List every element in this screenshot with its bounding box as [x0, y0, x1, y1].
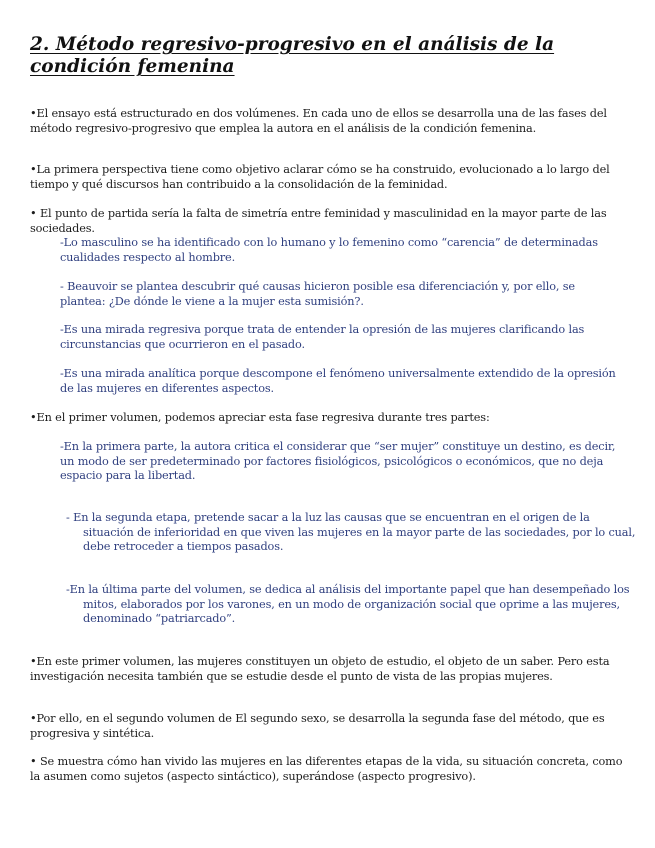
- subpoint-regressive: -Es una mirada regresiva porque trata de entender la opresión de las mujeres clarificando las circunstancias que ocurrieron en el pasado.: [60, 323, 585, 351]
- subpoint-second-stage: - En la segunda etapa, pretende sacar a la luz las causas que se encuentran en el origen de la situación de inferioridad en que viven las mujeres en la mayor parte de las sociedades, por lo cual, debe retroceder a tiempos pasados.: [66, 511, 636, 554]
- paragraph-object-of-study: •En este primer volumen, las mujeres constituyen un objeto de estudio, el objeto de un saber. Pero esta investigación necesita también que se estudie desde el punto de vista de las propias mujeres.: [30, 655, 610, 683]
- subpoint-last-part: -En la última parte del volumen, se dedica al análisis del importante papel que han desempeñado los mitos, elaborados por los varones, en un modo de organización social que oprime a las mujeres, denominado “patriarcado”.: [66, 583, 630, 626]
- paragraph-life-stages: • Se muestra cómo han vivido las mujeres en las diferentes etapas de la vida, su situación concreta, como la asumen como sujetos (aspecto sintáctico), superándose (aspecto progresivo).: [30, 755, 623, 783]
- paragraph-structure: •El ensayo está estructurado en dos volúmenes. En cada uno de ellos se desarrolla una de las fases del método regresivo-progresivo que emplea la autora en el análisis de la condición femenina.: [30, 107, 607, 135]
- paragraph-starting-point: • El punto de partida sería la falta de simetría entre feminidad y masculinidad en la mayor parte de las sociedades.: [30, 207, 607, 235]
- subpoint-masculine: -Lo masculino se ha identificado con lo humano y lo femenino como “carencia” de determinadas cualidades respecto al hombre.: [60, 236, 598, 264]
- paragraph-second-volume: •Por ello, en el segundo volumen de El segundo sexo, se desarrolla la segunda fase del método, que es progresiva y sintética.: [30, 712, 605, 740]
- subpoint-first-part: -En la primera parte, la autora critica el considerar que “ser mujer” constituye un destino, es decir, un modo de ser predeterminado por factores fisiológicos, psicológicos o económicos, que no deja espacio para la libertad.: [60, 440, 616, 483]
- subpoint-beauvoir: - Beauvoir se plantea descubrir qué causas hicieron posible esa diferenciación y, por ello, se plantea: ¿De dónde le viene a la mujer esta sumisión?.: [60, 280, 575, 308]
- subpoint-analytic: -Es una mirada analítica porque descompone el fenómeno universalmente extendido de la opresión de las mujeres en diferentes aspectos.: [60, 367, 616, 395]
- page-title: 2. Método regresivo-progresivo en el análisis de la condición femenina: [30, 34, 555, 77]
- paragraph-first-perspective: •La primera perspectiva tiene como objetivo aclarar cómo se ha construido, evolucionado a lo largo del tiempo y qué discursos han contribuido a la consolidación de la feminidad.: [30, 163, 610, 191]
- paragraph-first-volume: •En el primer volumen, podemos apreciar esta fase regresiva durante tres partes:: [30, 411, 490, 424]
